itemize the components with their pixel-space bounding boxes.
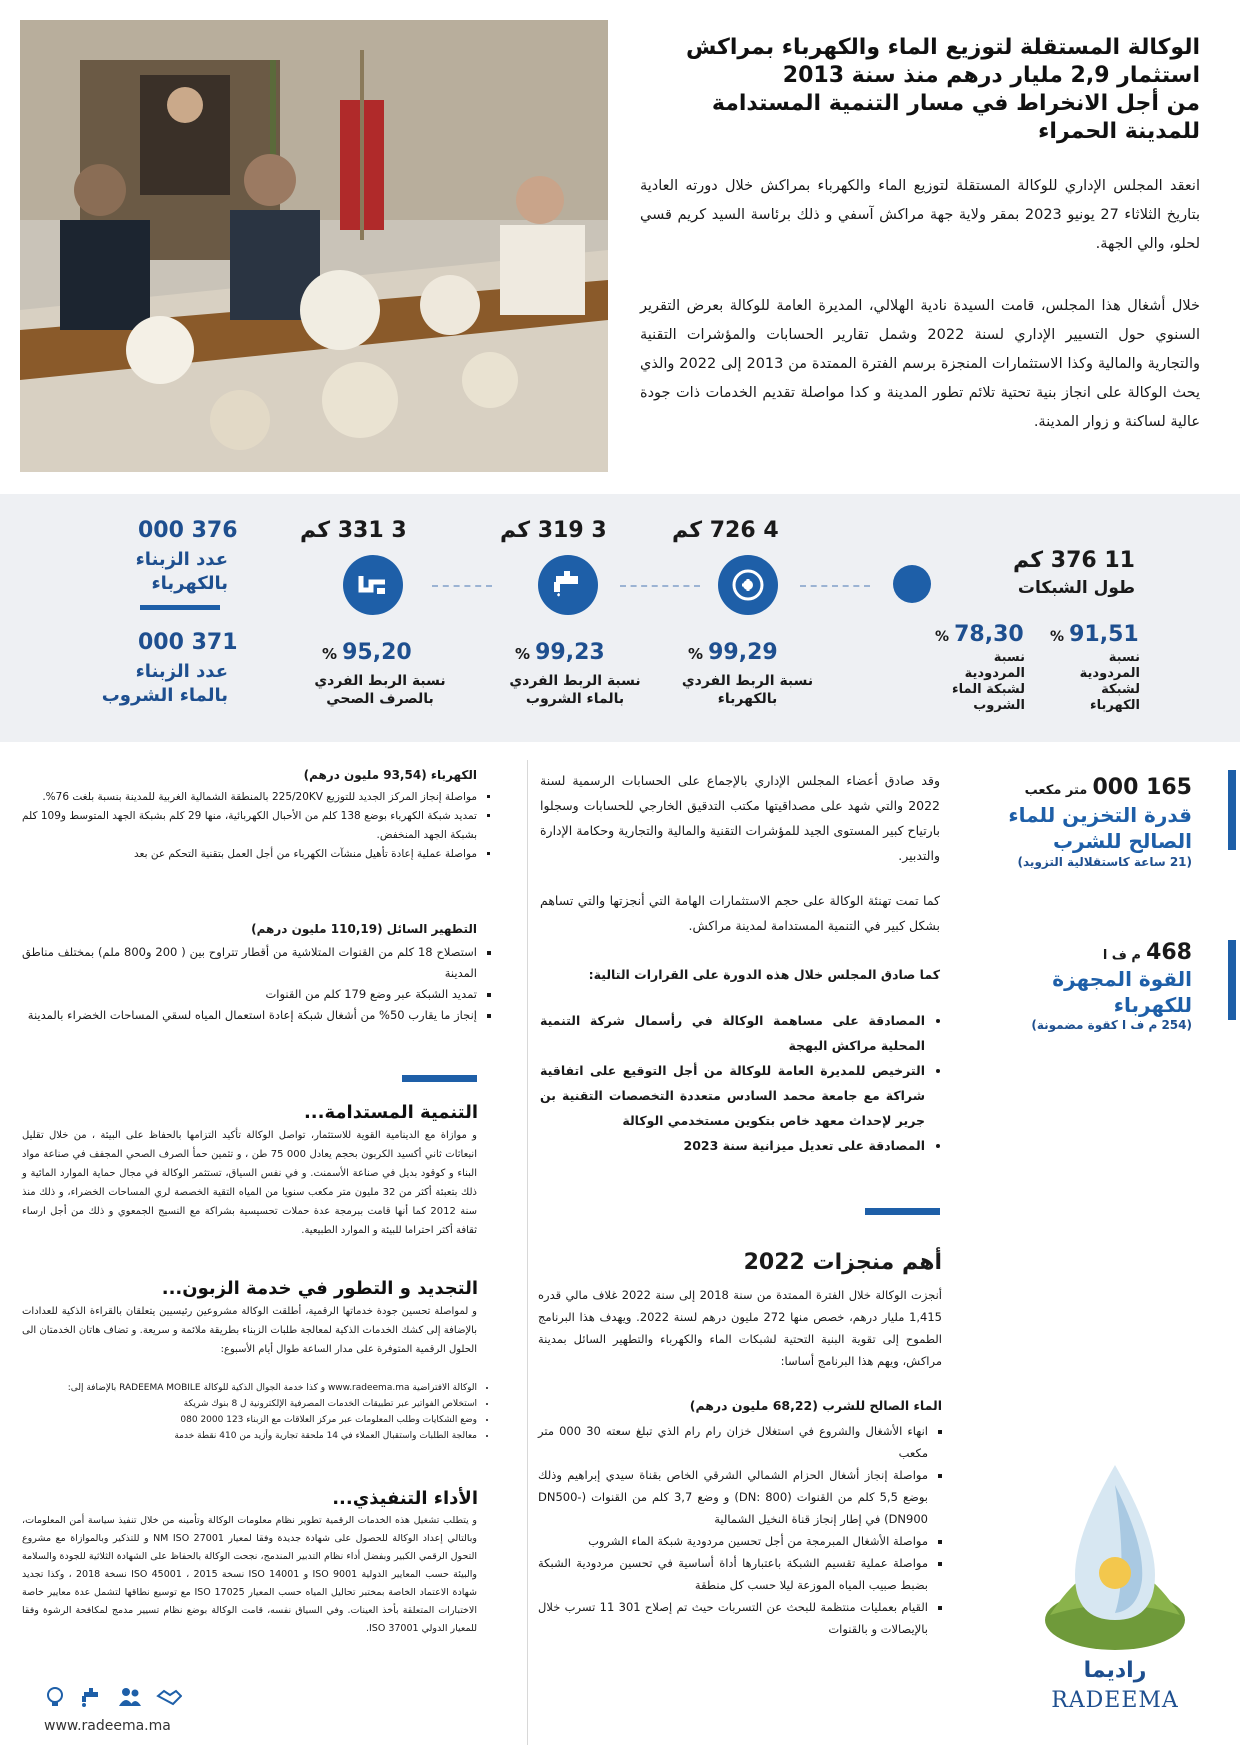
decision-item: • المصادقة على مساهمة الوكالة في رأسمال شركة التنمية المحلية مراكش البهجة <box>540 1008 925 1058</box>
yield-electricity-value: 91,51 <box>1069 622 1139 647</box>
sanitation-network-km: 3 331 كم <box>300 518 407 543</box>
rate-water-label: نسبة الربط الفردي بالماء الشروب <box>509 673 641 707</box>
decisions-intro: كما صادق المجلس خلال هذه الدورة على القرارات التالية: <box>588 967 940 982</box>
headline-line-4: للمدينة الحمراء <box>1038 119 1200 144</box>
decisions-list <box>540 1008 941 1158</box>
sanitation-pipe-icon <box>343 555 403 615</box>
rate-electricity <box>688 640 778 665</box>
power-unit: م ف ا <box>1102 948 1141 963</box>
column-divider <box>527 760 528 1745</box>
headline <box>640 34 1200 146</box>
electricity-network-km: 4 726 كم <box>672 518 779 543</box>
rate-sanitation-value: 95,20 <box>342 640 412 665</box>
headline-line-1: الوكالة المستقلة لتوزيع الماء والكهرباء بمراكش <box>685 35 1200 60</box>
storage-value: 165 000 <box>1092 775 1192 800</box>
percent-sign: % <box>322 645 338 663</box>
separator-bar <box>140 605 220 610</box>
rate-electricity-label: نسبة الربط الفردي بالكهرباء <box>681 673 814 707</box>
percent-sign: % <box>1050 629 1065 645</box>
water-item: ▪ انهاء الأشغال والشروع في استغلال خزان رام رام الذي تبلغ سعته 30 000 متر مكعب <box>538 1420 928 1464</box>
yield-water-label: نسبة المردودية لشبكة الماء الشروب <box>952 650 1025 713</box>
rate-water <box>515 640 605 665</box>
storage-label: قدرة التخزين للماء الصالح للشرب <box>1008 803 1192 853</box>
yield-water <box>935 622 1024 647</box>
storage-unit: متر مكعب <box>1024 783 1088 798</box>
sustainability-title: التنمية المستدامة... <box>303 1102 478 1123</box>
connector-line <box>800 585 870 587</box>
electricity-items-list <box>22 788 493 864</box>
handshake-icon <box>156 1686 182 1712</box>
clients-electricity-value: 376 000 <box>138 518 238 543</box>
renewal-item: • وضع الشكايات وطلب المعلومات عبر مركز العلاقات مع الزبناء 123 2000 080 <box>22 1412 477 1428</box>
storage-capacity <box>1025 775 1192 800</box>
electricity-bulb-icon <box>44 1686 66 1712</box>
meeting-photo <box>20 20 608 472</box>
sanitation-item: ▪ إنجاز ما يقارب 50% من أشغال شبكة إعادة استعمال المياه لسقي المساحات الخضراء بالمدينة <box>22 1005 477 1026</box>
electricity-item: ▪ مواصلة عملية إعادة تأهيل منشآت الكهرباء من أجل العمل بتقنية التحكم عن بعد <box>22 845 477 864</box>
sanitation-section-title: التطهير السائل (110,19 مليون درهم) <box>251 922 477 936</box>
power-note: (254 م ف ا كقوة مضمونة) <box>1031 1018 1192 1032</box>
power-label: القوة المجهزة للكهرباء <box>1052 967 1192 1017</box>
sidebar-accent-bar <box>1228 770 1236 850</box>
section-accent-bar <box>402 1075 477 1082</box>
sanitation-items-list <box>22 942 493 1026</box>
yield-water-value: 78,30 <box>954 622 1024 647</box>
headline-line-2: استثمار 2,9 مليار درهم منذ سنة 2013 <box>782 63 1200 88</box>
renewal-paragraph: و لمواصلة تحسين جودة خدماتها الرقمية، أطلقت الوكالة مشروعين رئيسيين يتعلقان بالقراءة الذكية للعدادات بالإضافة إلى كشك الخدمات الذكية لمعالجة طلبات الزبناء بطريقة ملائمة و سريعة. و تضاف هاتان الخدمتان الى الحلول الرقمية المتوفرة على مدار الساعة طوال أيام الأسبوع: <box>22 1306 477 1355</box>
performance-title: الأداء التنفيذي... <box>332 1488 478 1509</box>
headline-line-3: من أجل الانخراط في مسار التنمية المستدامة <box>711 91 1200 116</box>
water-section-title: الماء الصالح للشرب (68,22 مليون درهم) <box>689 1398 942 1413</box>
rate-sanitation-label: نسبة الربط الفردي بالصرف الصحي <box>314 673 446 707</box>
logo-arabic-text: راديما <box>1083 1658 1147 1683</box>
water-items-list <box>538 1420 944 1640</box>
network-dot-icon <box>893 565 931 603</box>
percent-sign: % <box>515 645 531 663</box>
connector-line <box>620 585 700 587</box>
decision-item: • الترخيص للمديرة العامة للوكالة من أجل التوقيع على اتفاقية شراكة مع جامعة محمد السادس متعددة التخصصات التقنية بن جرير لإحداث معهد خاص بتكوين مستخدمي الوكالة <box>540 1058 925 1133</box>
clients-water-value: 371 000 <box>138 630 238 655</box>
water-item: ▪ مواصلة الأشغال المبرمجة من أجل تحسين مردودية شبكة الماء الشروب <box>538 1530 928 1552</box>
electricity-item: ▪ مواصلة إنجاز المركز الجديد للتوزيع 225/20KV بالمنطقة الشمالية الغربية للمدينة بنسبة بلغت 76%. <box>22 788 477 807</box>
sidebar-accent-bar <box>1228 940 1236 1020</box>
electricity-section-title: الكهرباء (93,54 مليون درهم) <box>303 768 477 782</box>
section-accent-bar <box>865 1208 940 1215</box>
sanitation-item: ▪ تمديد الشبكة عبر وضع 179 كلم من القنوات <box>22 984 477 1005</box>
footer-icons <box>44 1686 182 1712</box>
percent-sign: % <box>688 645 704 663</box>
water-tap-icon <box>80 1686 104 1712</box>
people-icon <box>118 1686 142 1712</box>
decision-item: • المصادقة على تعديل ميزانية سنة 2023 <box>540 1133 925 1158</box>
congrats-paragraph: كما تمت تهنئة الوكالة على حجم الاستثمارات الهامة التي أنجزتها والتي تساهم بشكل كبير في التنمية المستدامة لمدينة مراكش. <box>540 893 940 933</box>
radeema-drop-icon <box>1030 1455 1200 1665</box>
rate-sanitation <box>322 640 412 665</box>
water-item: ▪ القيام بعمليات منتظمة للبحث عن التسربات حيث تم إصلاح 301 11 تسرب خلال بالإيصالات و بالقنوات <box>538 1596 928 1640</box>
clients-water-label: عدد الزبناء بالماء الشروب <box>101 661 228 706</box>
water-network-km: 3 319 كم <box>500 518 607 543</box>
connector-line <box>432 585 492 587</box>
water-tap-icon <box>538 555 598 615</box>
renewal-title: التجديد و التطور في خدمة الزبون... <box>161 1278 478 1299</box>
rate-water-value: 99,23 <box>535 640 605 665</box>
renewal-items-list <box>22 1380 493 1444</box>
intro-paragraph-1: انعقد المجلس الإداري للوكالة المستقلة لتوزيع الماء والكهرباء بمراكش خلال دورته العادية بتاريخ الثلاثاء 27 يونيو 2023 بمقر ولاية جهة مراكش آسفي و ذلك برئاسة السيد كريم قسي لحلو، والي الجهة. <box>640 178 1200 252</box>
installed-power <box>1103 940 1192 965</box>
sustainability-paragraph: و موازاة مع الدينامية القوية للاستثمار، تواصل الوكالة تأكيد التزامها بالحفاظ على البيئة ، من خلال تقليل انبعاثات ثاني أكسيد الكربون بحجم يعادل 000 75 طن ، و تثمين حمأ الصرف الصحي المجفف في صناعة مواد البناء و كوقود بديل في صناعة الأسمنت. و في نفس السياق، تستثمر الوكالة في مجال حماية الموارد المائية و ذلك بتعبئة أكثر من 32 مليون متر مكعب سنويا من المياه التقية الخصصة لري المساحات الخضراء، و ذلك منذ سنة 2012 كما أنها قامت ببرمجة عدة حملات تحسيسية بشراكة مع النسيج الجمعوي و ذلك من أجل ارساء ثقافة أكثر احتراما للبيئة و الموارد الطبيعية. <box>22 1130 477 1236</box>
water-item: ▪ مواصلة إنجاز أشغال الحزام الشمالي الشرقي الخاص بقناة سيدي إبراهيم وذلك بوضع 5,5 كلم من القنوات (DN: 800) و وضع 3,7 كلم من القنوات (DN500-DN900) في إطار إنجاز قناة النخيل الشمالية <box>538 1464 928 1530</box>
rate-electricity-value: 99,29 <box>708 640 778 665</box>
performance-paragraph: و يتطلب تشغيل هذه الخدمات الرقمية تطوير نظام معلومات الوكالة وتأمينه من خلال تنفيذ سياسة أمن المعلومات، وبالتالي إعداد الوكالة للحصول على شهادة جديدة وفقا لمعيار NM ISO 27001 و للتذكير وبالموازاة مع مشروع التحول الرقمي الكبير وبفضل أداء نظام التدبير المندمج، نجحت الوكالة بالحفاظ على الشهادة الثلاثية للجودة والسلامة والبيئة حسب المعايير الدولية ISO 9001 و ISO 14001 نسخة 2015 ، ISO 45001 نسخة 2018 ، وكذا تجديد شهادة الاعتماد الخاصة بمختبر تحاليل المياه حسب المعيار ISO 17025 مع توسيع نطاقها لتشمل عدة معايير خاصة الاختبارات المتعلقة بأخذ العينات. وفي السياق نفسه، قامت الوكالة بوضع نظام تسيير مدمج لمكافحة الرشوة وفقا للمعيار الدولي ISO 37001. <box>22 1515 477 1634</box>
approval-paragraph: وقد صادق أعضاء المجلس الإداري بالإجماع على الحسابات الرسمية لسنة 2022 والتي شهد على مصداقيتها مكتب التدقيق الخارجي للحسابات وسجلوا بارتياح كبير المستوى الجيد للمؤشرات التقنية والمالية والتجارية وحكامة الإدارة والتدبير. <box>540 773 940 863</box>
power-value: 468 <box>1146 940 1192 965</box>
network-length-value: 11 376 كم <box>1013 548 1135 573</box>
achievements-paragraph: أنجزت الوكالة خلال الفترة الممتدة من سنة 2018 إلى سنة 2022 غلاف مالي قدره 1,415 مليار درهم، خصص منها 272 مليون درهم لسنة 2022. ويهدف هذا البرنامج الطموح إلى تقوية البنية التحتية لشبكات الماء والكهرباء والتطهير السائل بمدينة مراكش، ويهم هذا البرنامج أساسا: <box>538 1288 943 1368</box>
radeema-logo <box>1030 1455 1200 1665</box>
intro-paragraph-2: خلال أشغال هذا المجلس، قامت السيدة نادية الهلالي، المديرة العامة للوكالة بعرض التقرير السنوي حول التسيير الإداري لسنة 2022 وشمل تقارير الحسابات والمؤشرات التقنية والتجارية والمالية وكذا الاستثمارات المنجزة برسم الفترة الممتدة من 2013 إلى 2022 والذي يحث الوكالة على انجاز بنية تحتية تلائم تطور المدينة و كدا مواصلة تقديم الخدمات ذات جودة عالية لساكنة و زوار المدينة. <box>640 298 1200 430</box>
achievements-title: أهم منجزات 2022 <box>743 1250 942 1275</box>
website-link[interactable]: www.radeema.ma <box>44 1718 171 1734</box>
renewal-item: • معالجة الطلبات واستقبال العملاء في 14 ملحقة تجارية وأزيد من 410 نقطة خدمة <box>22 1428 477 1444</box>
logo-latin-text: RADEEMA <box>1051 1688 1179 1713</box>
clients-electricity-label: عدد الزبناء بالكهرباء <box>135 549 228 594</box>
percent-sign: % <box>935 629 950 645</box>
renewal-item: • استخلاص الفواتير عبر تطبيقات الخدمات المصرفية الإلكترونية ل 8 بنوك شريكة <box>22 1396 477 1412</box>
storage-note: (21 ساعة كاستقلالية التزويد) <box>1017 855 1192 869</box>
yield-electricity <box>1050 622 1139 647</box>
sanitation-item: ▪ استصلاح 18 كلم من القنوات المتلاشية من أقطار تتراوح بين ( 200 و800 ملم) بمختلف مناطق المدينة <box>22 942 477 984</box>
water-item: ▪ مواصلة عملية تقسيم الشبكة باعتبارها أداة أساسية في تحسين مردودية الشبكة بضبط صبيب المياه الموزعة ليلا حسب كل منطقة <box>538 1552 928 1596</box>
network-length-label: طول الشبكات <box>1017 578 1135 598</box>
electricity-plug-icon <box>718 555 778 615</box>
yield-electricity-label: نسبة المردودية لشبكة الكهرباء <box>1079 650 1140 713</box>
electricity-item: ▪ تمديد شبكة الكهرباء بوضع 138 كلم من الأحبال الكهربائية، منها 29 كلم بشبكة الجهد المتوسط و109 كلم بشبكة الجهد المنخفض. <box>22 807 477 845</box>
renewal-item: • الوكالة الافتراضية www.radeema.ma و كذا خدمة الجوال الذكية للوكالة RADEEMA MOBILE بالإضافة إلى: <box>22 1380 477 1396</box>
